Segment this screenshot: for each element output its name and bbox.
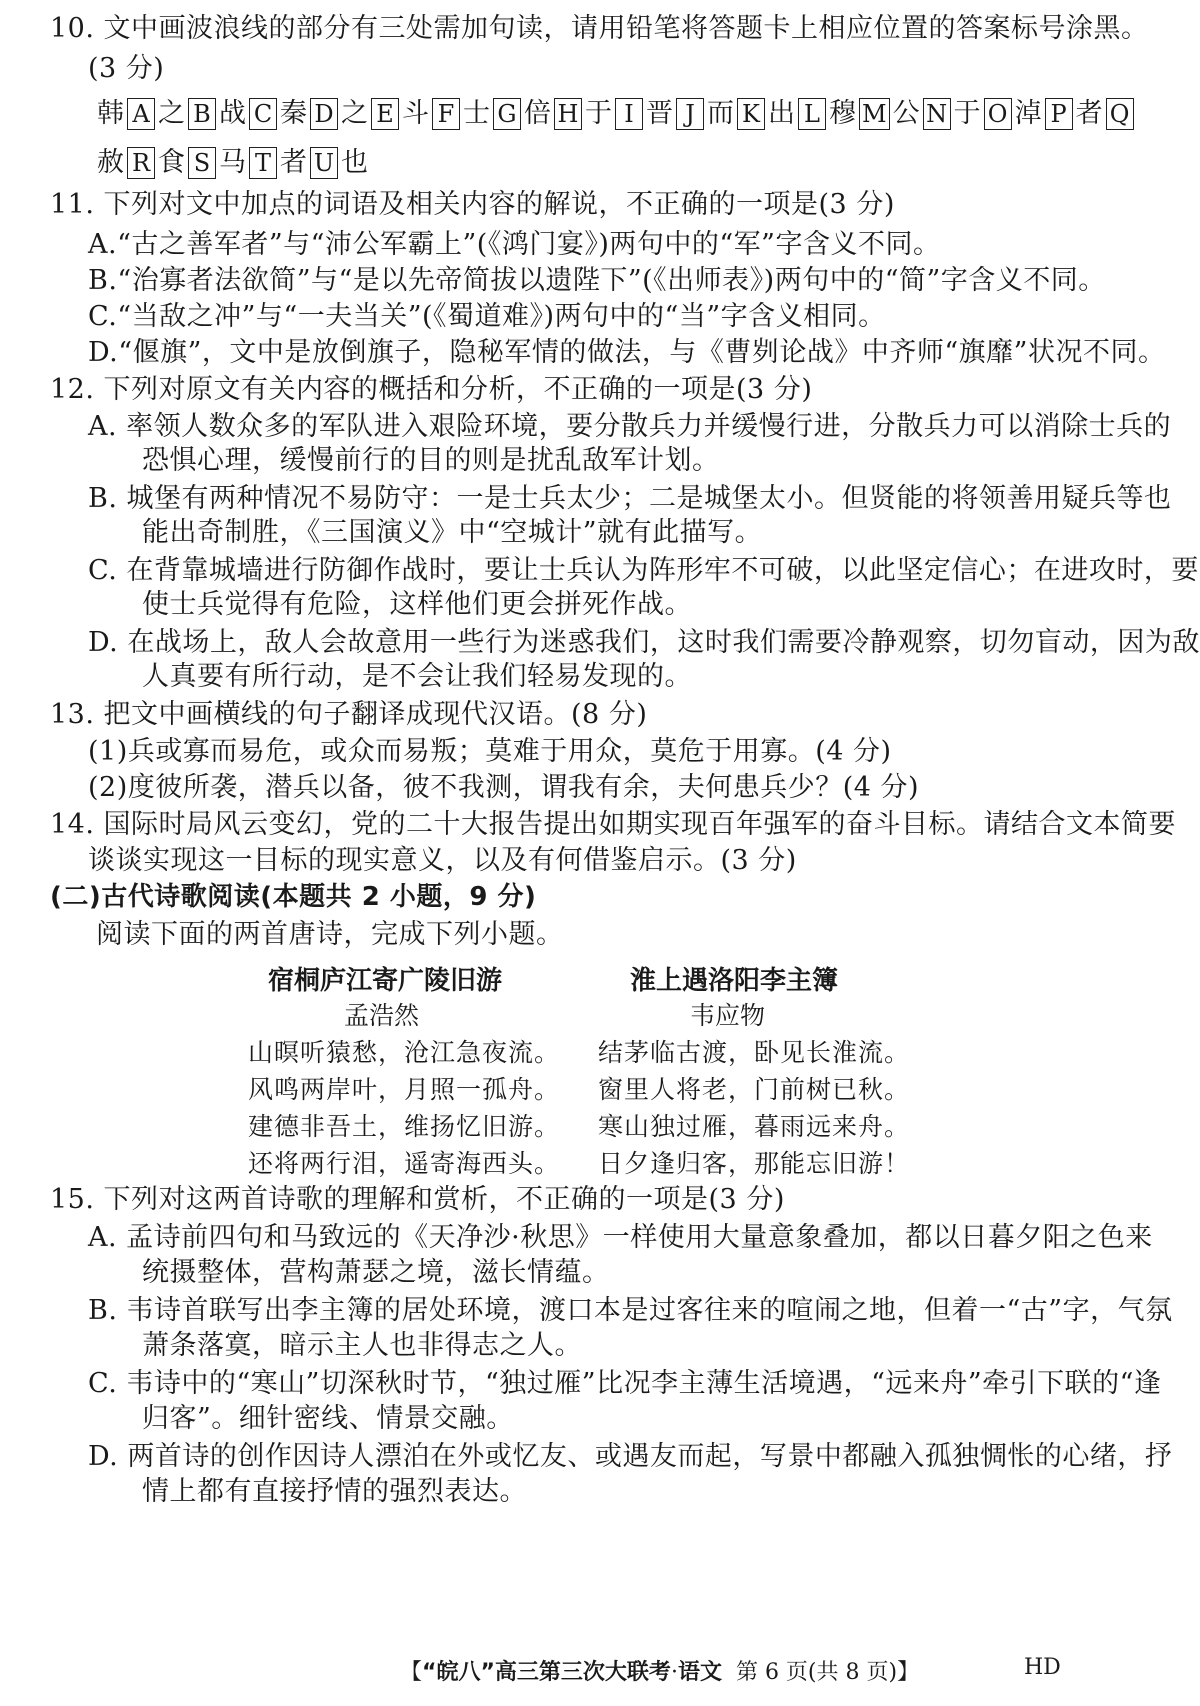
answer-label-box: C bbox=[249, 98, 277, 130]
q15-option-c-line1: C. 韦诗中的“寒山”切深秋时节，“独过雁”比况李主薄生活境遇，“远来舟”牵引下联的“逢 bbox=[88, 1368, 1162, 1399]
text-character: 者 bbox=[1075, 98, 1103, 129]
q12-option-a-line1: A. 率领人数众多的军队进入艰险环境，要分散兵力并缓慢行进，分散兵力可以消除士兵的 bbox=[88, 411, 1172, 442]
q15-option-b-line2: 萧条落寞，暗示主人也非得志之人。 bbox=[142, 1330, 582, 1361]
text-character: 者 bbox=[280, 147, 307, 178]
poem1-title: 宿桐庐江寄广陵旧游 bbox=[268, 966, 503, 996]
q11-option-d: D.“偃旗”，文中是放倒旗子，隐秘军情的做法，与《曹刿论战》中齐师“旗靡”状况不同。 bbox=[88, 337, 1166, 368]
answer-label-box: T bbox=[249, 147, 277, 179]
q14-line1: 14. 国际时局风云变幻，党的二十大报告提出如期实现百年强军的奋斗目标。请结合文本简要 bbox=[50, 809, 1177, 840]
poem1-line: 还将两行泪，遥寄海西头。 bbox=[248, 1149, 561, 1178]
q12-option-c-line1: C. 在背靠城墙进行防御作战时，要让士兵认为阵形牢不可破，以此坚定信心；在进攻时，要 bbox=[88, 555, 1199, 586]
poem2-line: 结茅临古渡，卧见长淮流。 bbox=[598, 1038, 911, 1067]
text-character: 于 bbox=[585, 98, 612, 129]
q10-punctuation-row-1 bbox=[96, 94, 1136, 134]
q11-stem: 11. 下列对文中加点的词语及相关内容的解说，不正确的一项是(3 分) bbox=[50, 189, 895, 220]
answer-label-box: R bbox=[127, 147, 155, 179]
q10-punctuation-row-2 bbox=[96, 143, 369, 183]
q11-option-c: C.“当敌之冲”与“一夫当关”(《蜀道难》)两句中的“当”字含义相同。 bbox=[88, 301, 886, 332]
footer-subject: 语文 bbox=[677, 1660, 722, 1685]
q12-option-c-line2: 使士兵觉得有危险，这样他们更会拼死作战。 bbox=[142, 589, 692, 620]
answer-label-box: N bbox=[923, 98, 951, 130]
answer-label-box: J bbox=[676, 98, 704, 130]
answer-label-box: E bbox=[371, 98, 399, 130]
answer-label-box: I bbox=[615, 98, 643, 130]
q15-option-a-line1: A. 孟诗前四句和马致远的《天净沙·秋思》一样使用大量意象叠加，都以日暮夕阳之色来 bbox=[88, 1222, 1153, 1253]
text-character: 之 bbox=[158, 98, 185, 129]
q15-option-c-line2: 归客”。细针密线、情景交融。 bbox=[142, 1403, 514, 1434]
answer-label-box: M bbox=[859, 98, 890, 130]
footer-page-number: 第 6 页(共 8 页) bbox=[735, 1660, 898, 1685]
answer-label-box: G bbox=[493, 98, 521, 130]
text-character: 韩 bbox=[97, 98, 124, 129]
poem2-title: 淮上遇洛阳李主簿 bbox=[630, 966, 839, 996]
answer-label-box: U bbox=[310, 147, 338, 179]
q12-stem: 12. 下列对原文有关内容的概括和分析，不正确的一项是(3 分) bbox=[50, 374, 813, 405]
poem1-line: 建德非吾土，维扬忆旧游。 bbox=[248, 1112, 561, 1141]
q15-option-d-line1: D. 两首诗的创作因诗人漂泊在外或忆友、或遇友而起，写景中都融入孤独惆怅的心绪，抒 bbox=[88, 1441, 1173, 1472]
q11-option-a: A.“古之善军者”与“沛公军霸上”(《鸿门宴》)两句中的“军”字含义不同。 bbox=[88, 229, 941, 260]
q15-option-a-line2: 统摄整体，营构萧瑟之境，滋长情蕴。 bbox=[142, 1257, 610, 1288]
poem1-line: 山暝听猿愁，沧江急夜流。 bbox=[248, 1038, 561, 1067]
q12-option-d-line1: D. 在战场上，敌人会故意用一些行为迷惑我们，这时我们需要冷静观察，切勿盲动，因为敌 bbox=[88, 627, 1200, 658]
footer-exam-name: “皖八”高三第三次大联考 bbox=[422, 1660, 671, 1685]
text-character: 淖 bbox=[1014, 98, 1042, 129]
text-character: 出 bbox=[768, 98, 795, 129]
page-footer bbox=[400, 1655, 919, 1686]
footer-bracket-right: 】 bbox=[897, 1660, 920, 1685]
answer-label-box: P bbox=[1045, 98, 1073, 130]
text-character: 马 bbox=[219, 147, 246, 178]
answer-label-box: L bbox=[798, 98, 826, 130]
poem1-line: 风鸣两岸叶，月照一孤舟。 bbox=[248, 1075, 561, 1104]
section-heading: (二)古代诗歌阅读(本题共 2 小题，9 分) bbox=[50, 882, 537, 912]
text-character: 食 bbox=[158, 147, 185, 178]
text-character: 士 bbox=[463, 98, 490, 129]
text-character: 穆 bbox=[829, 98, 856, 129]
answer-label-box: K bbox=[737, 98, 765, 130]
q14-line2: 谈谈实现这一目标的现实意义，以及有何借鉴启示。(3 分) bbox=[88, 845, 797, 876]
q15-option-b-line1: B. 韦诗首联写出李主簿的居处环境，渡口本是过客往来的喧闹之地，但着一“古”字，气氛 bbox=[88, 1295, 1173, 1326]
answer-label-box: D bbox=[310, 98, 338, 130]
text-character: 也 bbox=[341, 147, 368, 178]
footer-code: HD bbox=[1024, 1655, 1061, 1680]
answer-label-box: O bbox=[984, 98, 1012, 130]
text-character: 斗 bbox=[402, 98, 429, 129]
answer-label-box: B bbox=[188, 98, 216, 130]
answer-label-box: F bbox=[432, 98, 460, 130]
q13-stem: 13. 把文中画横线的句子翻译成现代汉语。(8 分) bbox=[50, 699, 648, 730]
poem2-author: 韦应物 bbox=[690, 1001, 766, 1030]
text-character: 秦 bbox=[280, 98, 307, 129]
answer-label-box: A bbox=[127, 98, 155, 130]
q12-option-b-line1: B. 城堡有两种情况不易防守：一是士兵太少；二是城堡太小。但贤能的将领善用疑兵等也 bbox=[88, 483, 1172, 514]
q12-option-a-line2: 恐惧心理，缓慢前行的目的则是扰乱敌军计划。 bbox=[142, 445, 720, 476]
text-character: 公 bbox=[892, 98, 920, 129]
q13-sentence-2: (2)度彼所袭，潜兵以备，彼不我测，谓我有余，夫何患兵少？(4 分) bbox=[88, 772, 920, 803]
section-intro: 阅读下面的两首唐诗，完成下列小题。 bbox=[96, 919, 564, 950]
poem2-line: 窗里人将老，门前树已秋。 bbox=[598, 1075, 911, 1104]
q15-stem: 15. 下列对这两首诗歌的理解和赏析，不正确的一项是(3 分) bbox=[50, 1184, 785, 1215]
poem2-line: 寒山独过雁，暮雨远来舟。 bbox=[598, 1112, 911, 1141]
footer-bracket-left: 【 bbox=[400, 1660, 423, 1685]
poem2-line: 日夕逢归客，那能忘旧游！ bbox=[598, 1149, 911, 1178]
text-character: 于 bbox=[953, 98, 981, 129]
q13-sentence-1: (1)兵或寡而易危，或众而易叛；莫难于用众，莫危于用寡。(4 分) bbox=[88, 736, 892, 767]
text-character: 而 bbox=[707, 98, 734, 129]
answer-label-box: H bbox=[554, 98, 582, 130]
text-character: 赦 bbox=[97, 147, 124, 178]
q11-option-b: B.“治寡者法欲简”与“是以先帝简拔以遗陛下”(《出师表》)两句中的“简”字含义不同。 bbox=[88, 265, 1106, 296]
text-character: 之 bbox=[341, 98, 368, 129]
answer-label-box: S bbox=[188, 147, 216, 179]
poem1-author: 孟浩然 bbox=[344, 1001, 420, 1030]
text-character: 战 bbox=[219, 98, 246, 129]
text-character: 倍 bbox=[524, 98, 551, 129]
q10-stem: 10. 文中画波浪线的部分有三处需加句读，请用铅笔将答题卡上相应位置的答案标号涂黑。 bbox=[50, 13, 1149, 44]
q12-option-d-line2: 人真要有所行动，是不会让我们轻易发现的。 bbox=[142, 661, 692, 692]
answer-label-box: Q bbox=[1106, 98, 1134, 130]
footer-dot: · bbox=[670, 1660, 678, 1685]
q10-score: (3 分) bbox=[88, 53, 165, 84]
text-character: 晋 bbox=[646, 98, 673, 129]
q15-option-d-line2: 情上都有直接抒情的强烈表达。 bbox=[142, 1476, 527, 1507]
q12-option-b-line2: 能出奇制胜，《三国演义》中“空城计”就有此描写。 bbox=[142, 517, 763, 548]
